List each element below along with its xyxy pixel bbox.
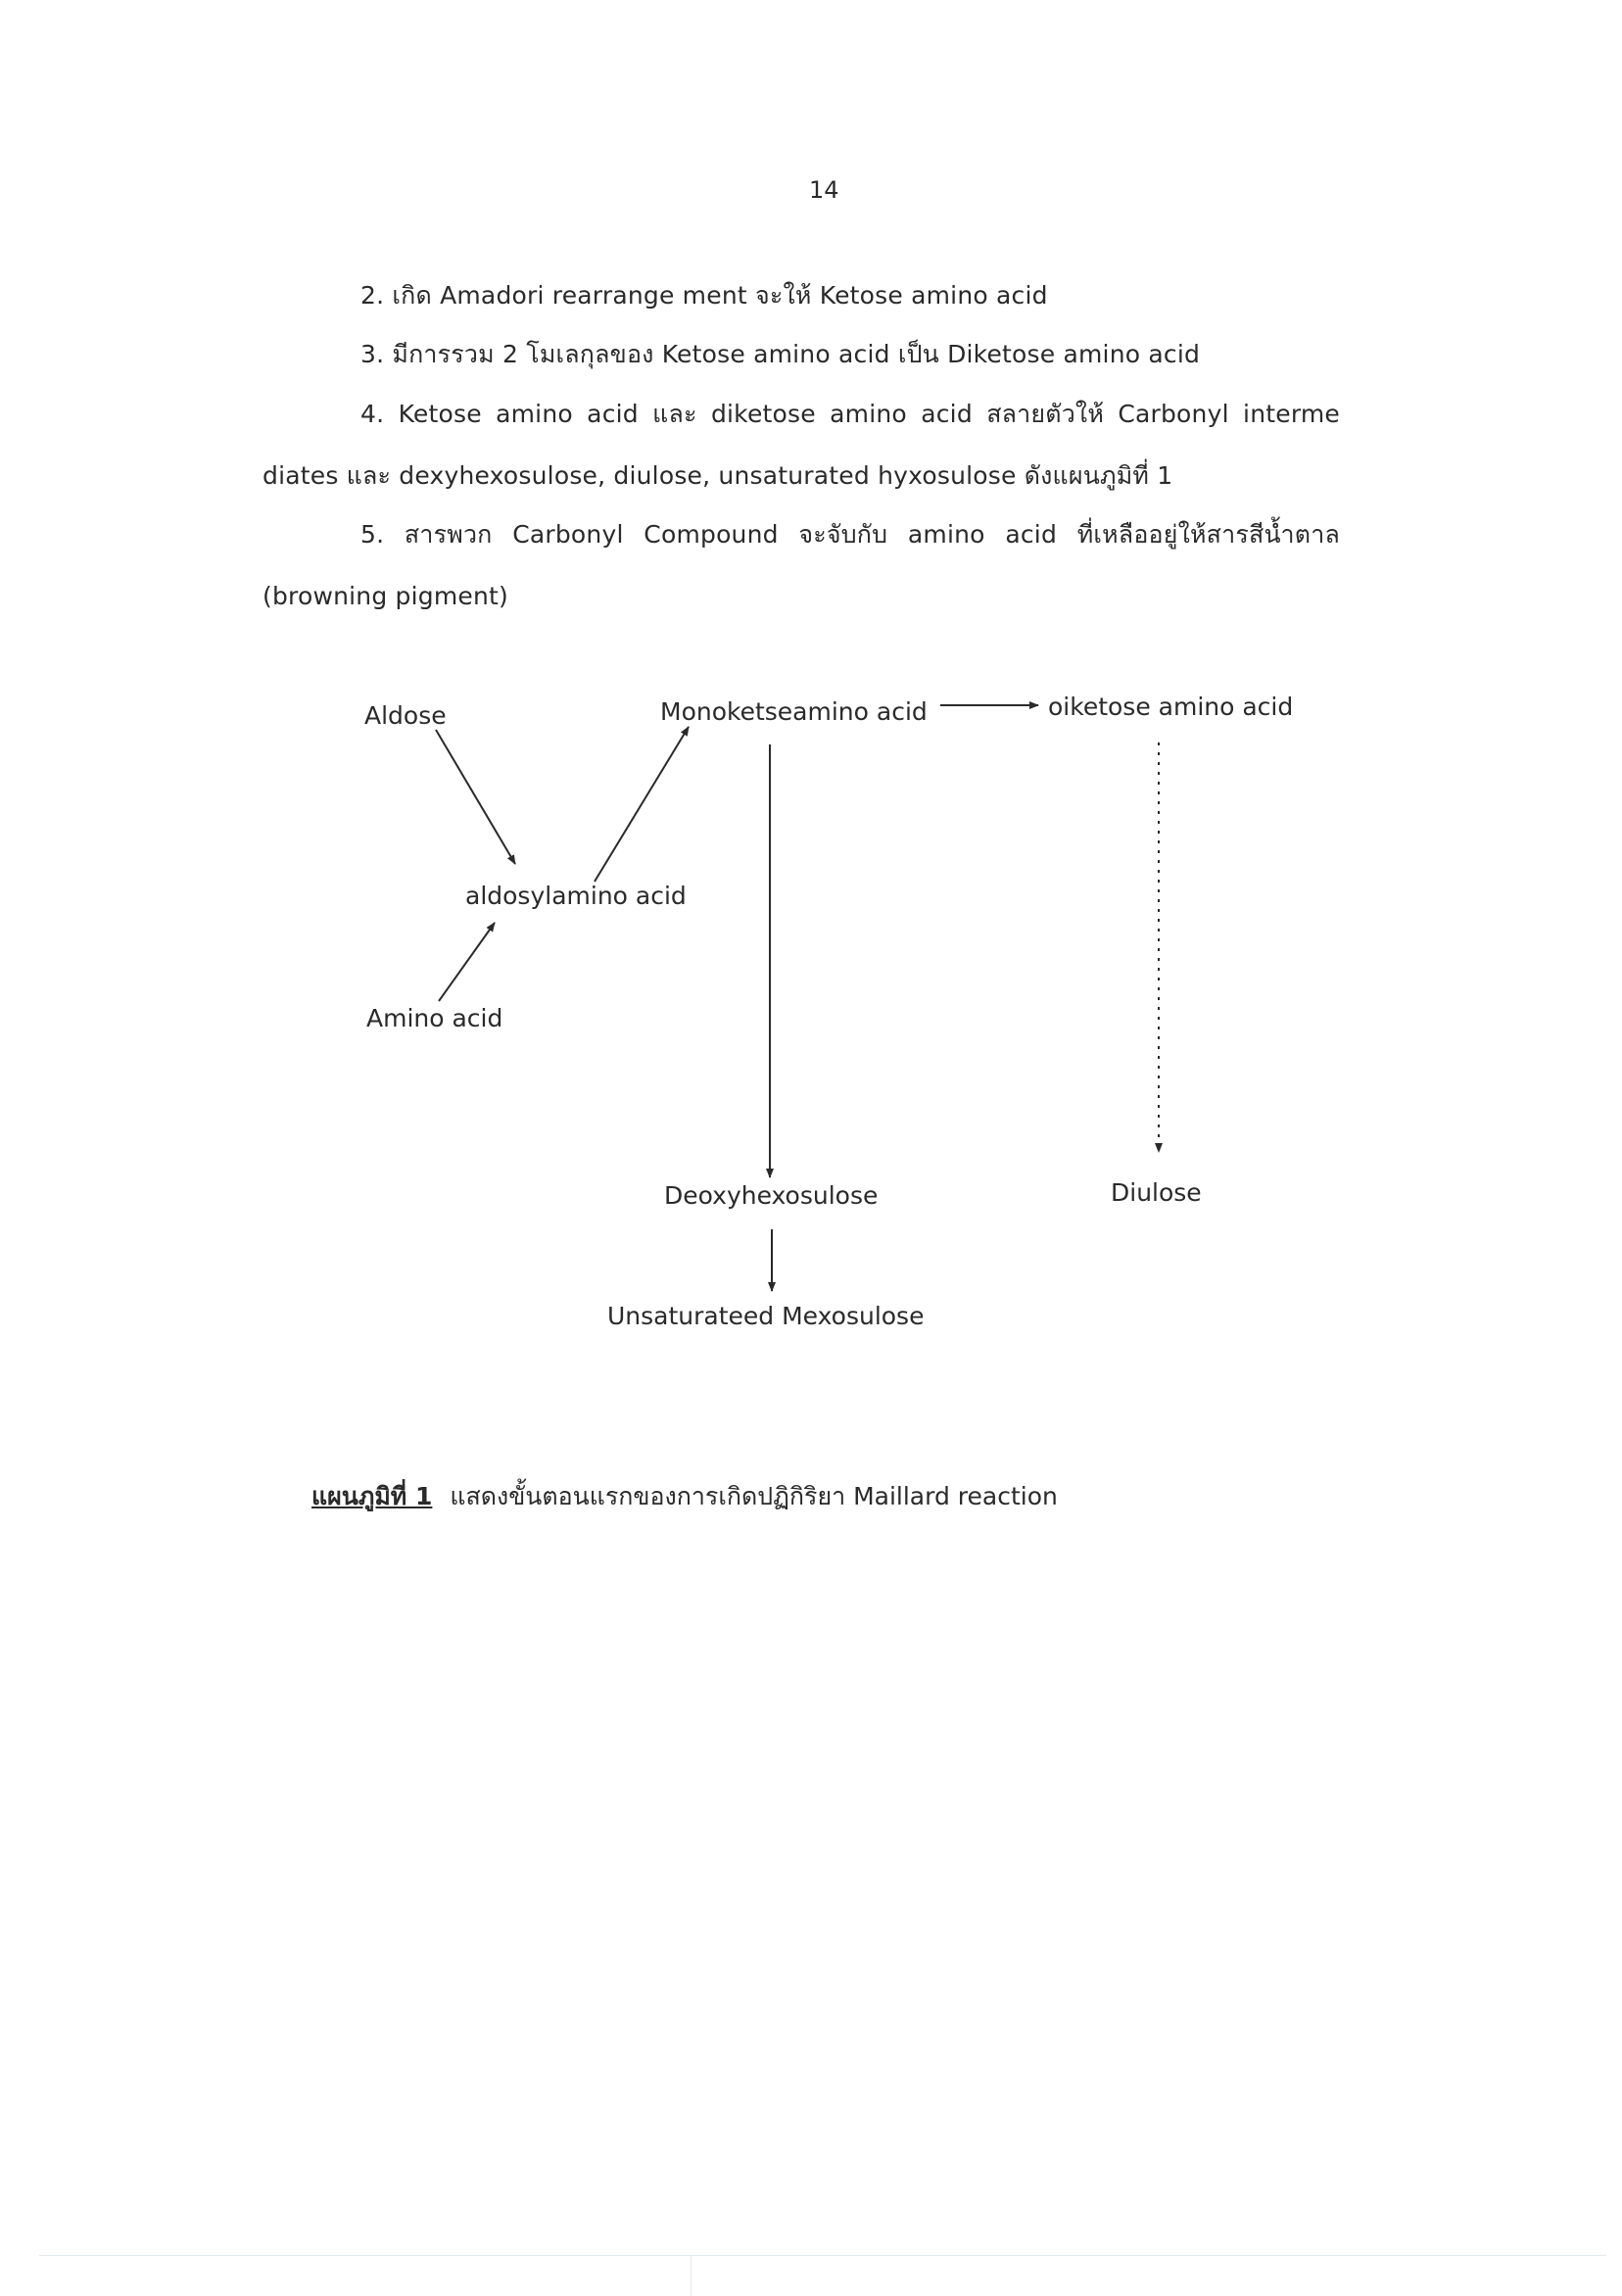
node-diketose-amino-acid: oiketose amino acid [1048, 693, 1294, 721]
node-aldosylamino-acid: aldosylamino acid [465, 882, 687, 910]
page-number: 14 [809, 176, 839, 204]
node-diulose: Diulose [1111, 1178, 1202, 1207]
caption-text: แสดงขั้นตอนแรกของการเกิดปฏิกิริยา Maillard reaction [450, 1482, 1058, 1510]
paragraph-step-2: 2. เกิด Amadori rearrange ment จะให้ Ketose amino acid [360, 281, 1048, 310]
node-aldose: Aldose [364, 701, 447, 730]
paragraph-step-5-line-2: (browning pigment) [262, 582, 508, 610]
arrow-amino-acid-to-aldosylamino [439, 923, 495, 1001]
node-monoketose-amino-acid: Monoketseamino acid [660, 697, 928, 726]
node-unsaturated-hexosulose: Unsaturateed Mexosulose [607, 1302, 925, 1330]
node-amino-acid: Amino acid [366, 1004, 503, 1032]
figure-caption [311, 1477, 1058, 1516]
caption-label: แผนภูมิที่ 1 [311, 1482, 433, 1510]
paragraph-step-3: 3. มีการรวม 2 โมเลกุลของ Ketose amino acid เป็น Diketose amino acid [360, 340, 1201, 368]
footer-tick [691, 2255, 692, 2296]
paragraph-step-5-line-1: 5. สารพวก Carbonyl Compound จะจับกับ amino acid ที่เหลืออยู่ให้สารสีน้ำตาล [360, 520, 1340, 549]
node-deoxyhexosulose: Deoxyhexosulose [664, 1181, 879, 1210]
arrow-aldose-to-aldosylamino [436, 730, 515, 864]
paragraph-step-4-line-2: diates และ dexyhexosulose, diulose, unsaturated hyxosulose ดังแผนภูมิที่ 1 [262, 461, 1173, 490]
paragraph-step-4-line-1: 4. Ketose amino acid และ diketose amino acid สลายตัวให้ Carbonyl interme [360, 400, 1340, 428]
footer-rule [39, 2255, 1606, 2256]
arrow-aldosylamino-to-monoketose [595, 727, 689, 882]
